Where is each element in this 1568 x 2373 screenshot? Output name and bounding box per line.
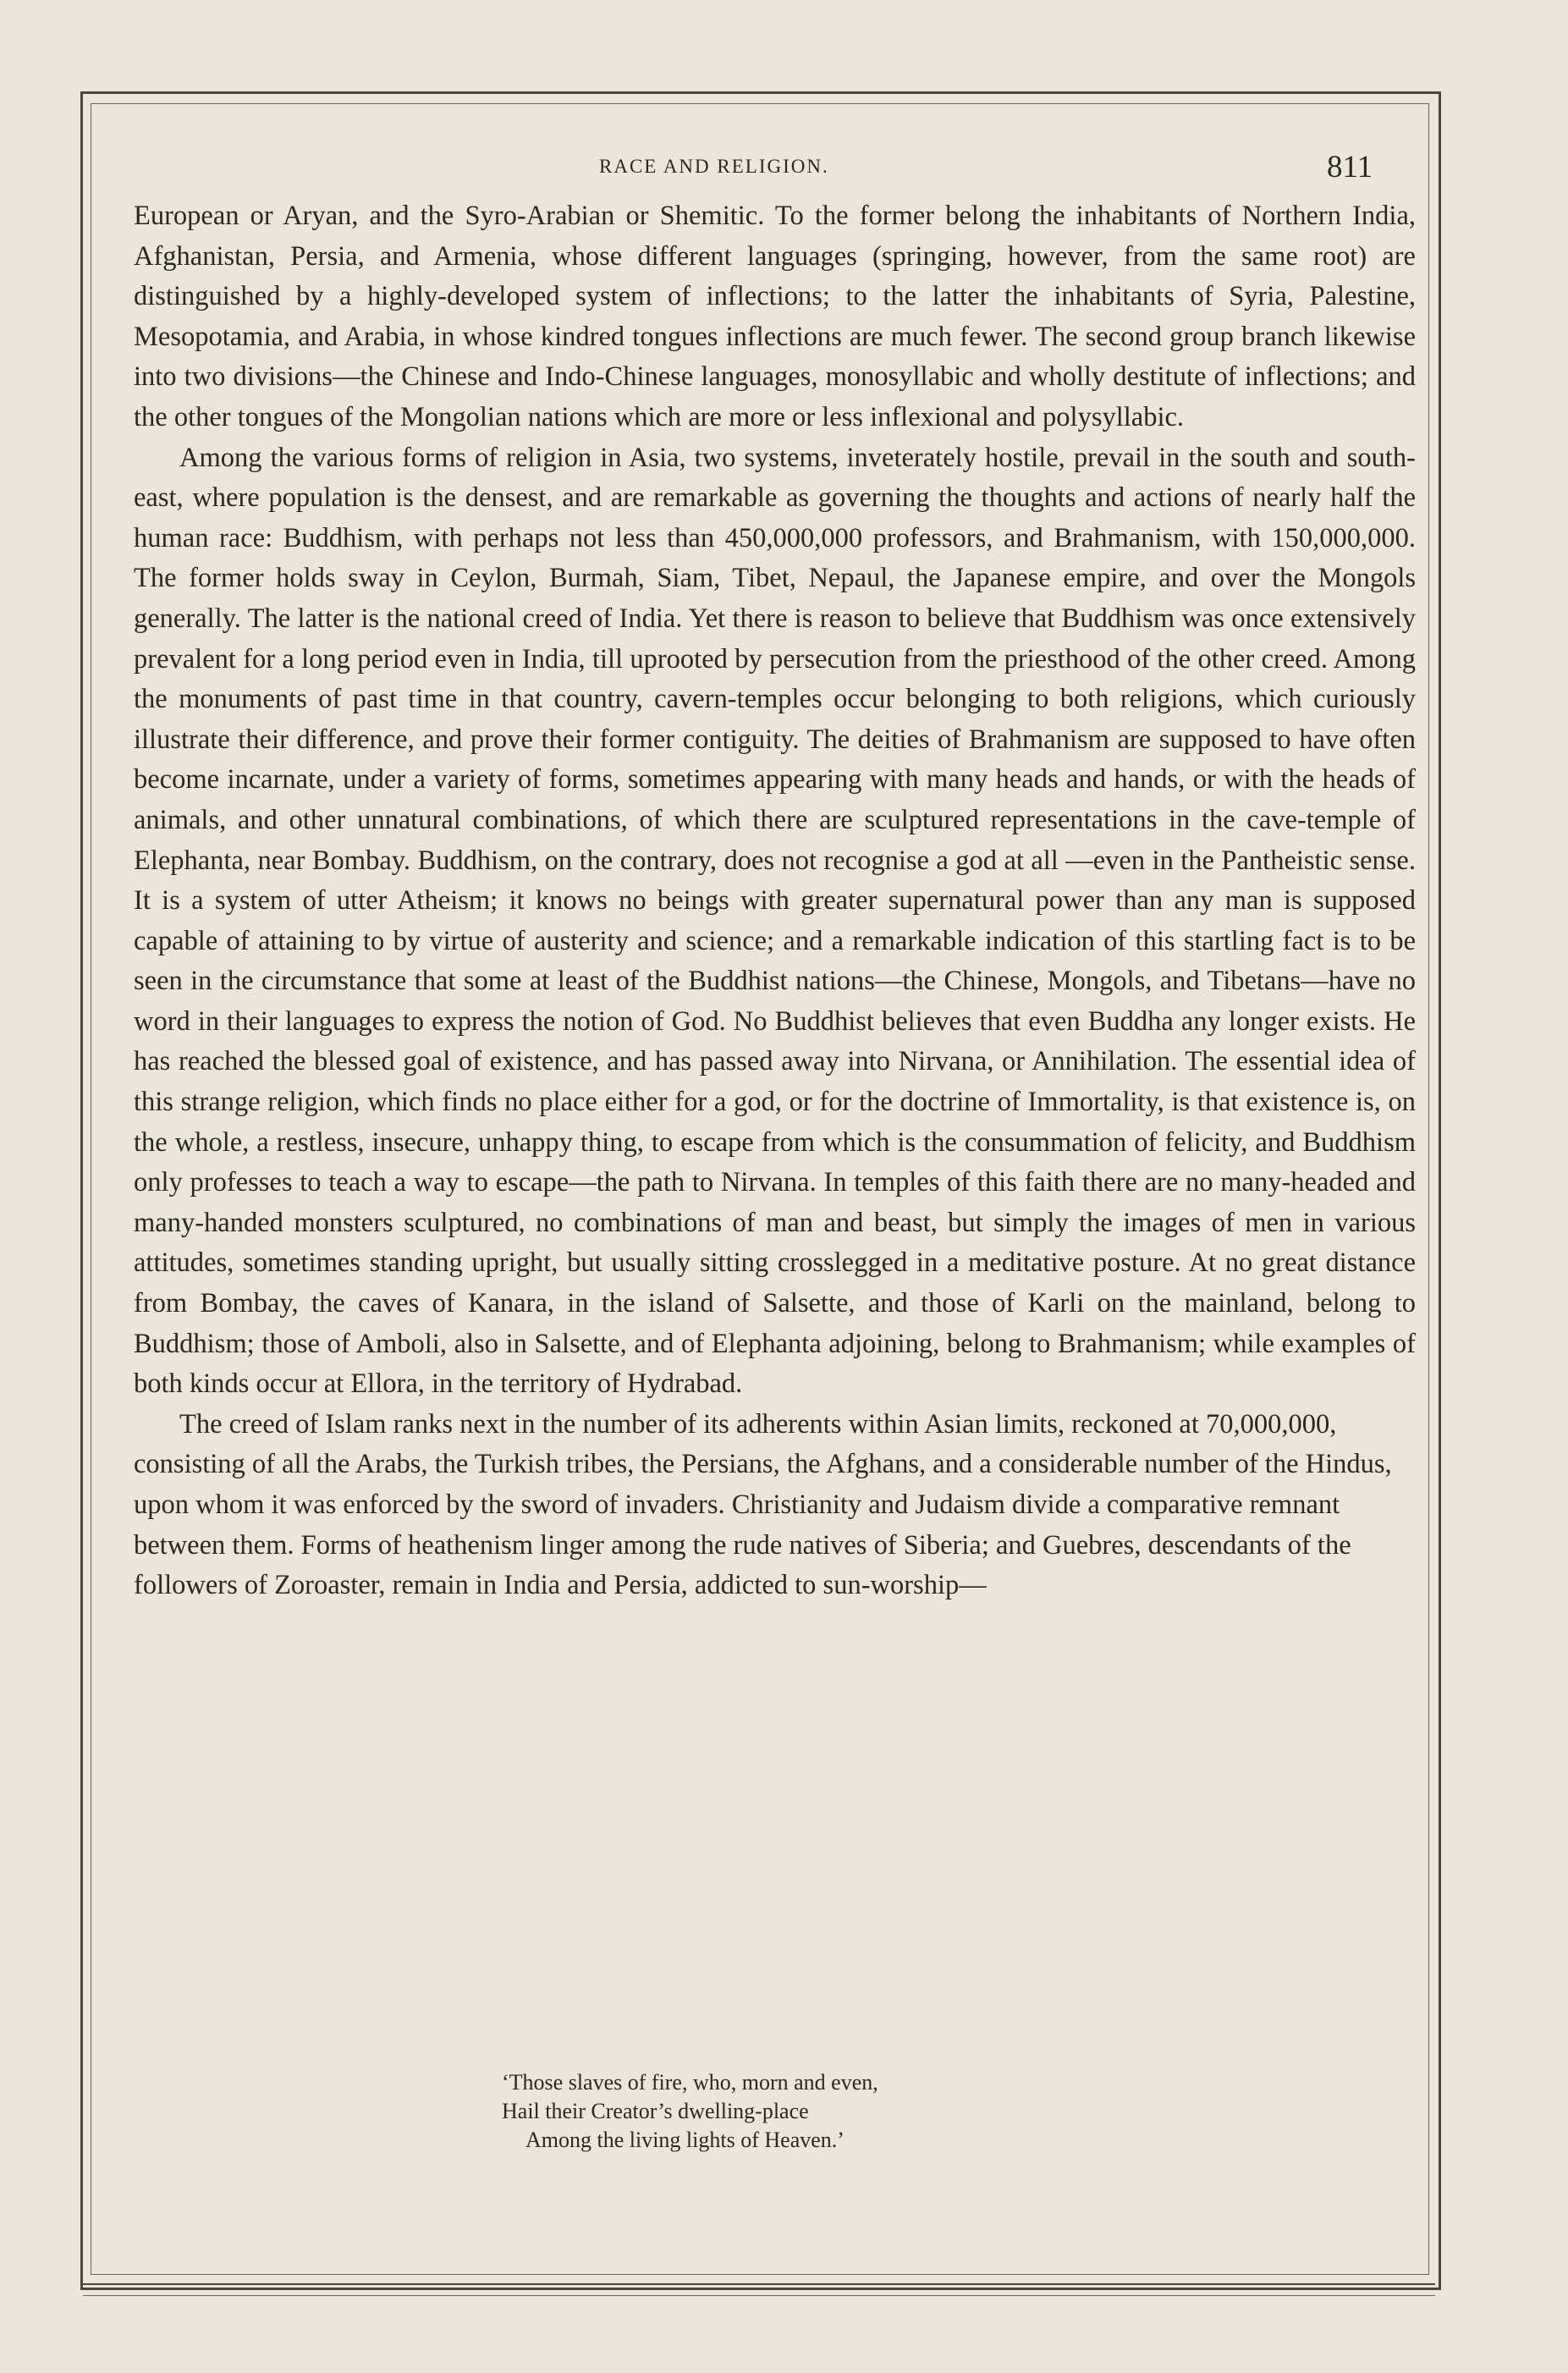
running-head: RACE AND RELIGION. — [599, 156, 829, 177]
paragraph: The creed of Islam ranks next in the number of its adherents within Asian limits, reckoned at 70,000,000, consisting of all the Arabs, the Turkish tribes, the Persians, the Afghans, and a considerable number of the Hindus, upon whom it was enforced by the sword of invaders. Christianity and Judaism divide a comparative remnant between them. Forms of heathenism linger among the rude natives of Siberia; and Guebres, descendants of the followers of Zoroaster, remain in India and Persia, addicted to sun-worship— — [134, 1408, 1392, 1601]
bottom-rule — [83, 2283, 1435, 2285]
body-text — [134, 196, 1416, 1606]
paragraph: Among the various forms of religion in Asia, two systems, inveterately hostile, prevail in the south and south-east, where population is the densest, and are remarkable as governing the thoughts and actions of nearly half the human race: Buddhism, with perhaps not less than 450,000,000 professors, and Brahmanism, with 150,000,000. The former holds sway in Ceylon, Burmah, Siam, Tibet, Nepaul, the Japanese empire, and over the Mongols generally. The latter is the national creed of India. Yet there is reason to believe that Buddhism was once extensively prevalent for a long period even in India, till uprooted by persecution from the priesthood of the other creed. Among the monuments of past time in that country, cavern-temples occur belonging to both religions, which curiously illustrate their difference, and prove their former contiguity. The deities of Brahmanism are supposed to have often become incarnate, under a variety of forms, sometimes appearing with many heads and hands, or with the heads of animals, and other unnatural combinations, of which there are sculptured representations in the cave-temple of Elephanta, near Bombay. Buddhism, on the contrary, does not recognise a god at all —even in the Pantheistic sense. It is a system of utter Atheism; it knows no beings with greater supernatural power than any man is supposed capable of attaining to by virtue of austerity and science; and a remarkable indication of this startling fact is to be seen in the circumstance that some at least of the Buddhist nations—the Chinese, Mongols, and Tibetans—have no word in their languages to express the notion of God. No Buddhist believes that even Buddha any longer exists. He has reached the blessed goal of existence, and has passed away into Nirvana, or Annihilation. The essential idea of this strange religion, which finds no place either for a god, or for the doctrine of Immortality, is that existence is, on the whole, a restless, insecure, unhappy thing, to escape from which is the consummation of felicity, and Buddhism only professes to teach a way to escape—the path to Nirvana. In temples of this faith there are no many-headed and many-handed monsters sculptured, no combinations of man and beast, but simply the images of men in various attitudes, sometimes standing upright, but usually sitting crosslegged in a meditative posture. At no great distance from Bombay, the caves of Kanara, in the island of Salsette, and those of Karli on the mainland, belong to Buddhism; those of Amboli, also in Salsette, and of Elephanta adjoining, belong to Brahmanism; while examples of both kinds occur at Ellora, in the territory of Hydrabad. — [134, 442, 1416, 1400]
verse-line: ‘Those slaves of fire, who, morn and even, — [502, 2070, 878, 2095]
paragraph: European or Aryan, and the Syro-Arabian or Shemitic. To the former belong the inhabitants of Northern India, Afghanistan, Persia, and Armenia, whose different languages (springing, however, from the same root) are distinguished by a highly-developed system of inflections; to the latter the inhabitants of Syria, Palestine, Mesopotamia, and Arabia, in whose kindred tongues inflections are much fewer. The second group branch likewise into two divisions—the Chinese and Indo-Chinese languages, monosyllabic and wholly destitute of inflections; and the other tongues of the Mongolian nations which are more or less inflexional and polysyllabic. — [134, 201, 1416, 432]
verse-line: Hail their Creator’s dwelling-place — [502, 2099, 809, 2123]
bottom-rule-thin — [83, 2295, 1435, 2296]
verse-quotation — [502, 2068, 878, 2155]
verse-line: Among the living lights of Heaven.’ — [525, 2128, 845, 2152]
page-number: 811 — [1327, 150, 1373, 184]
